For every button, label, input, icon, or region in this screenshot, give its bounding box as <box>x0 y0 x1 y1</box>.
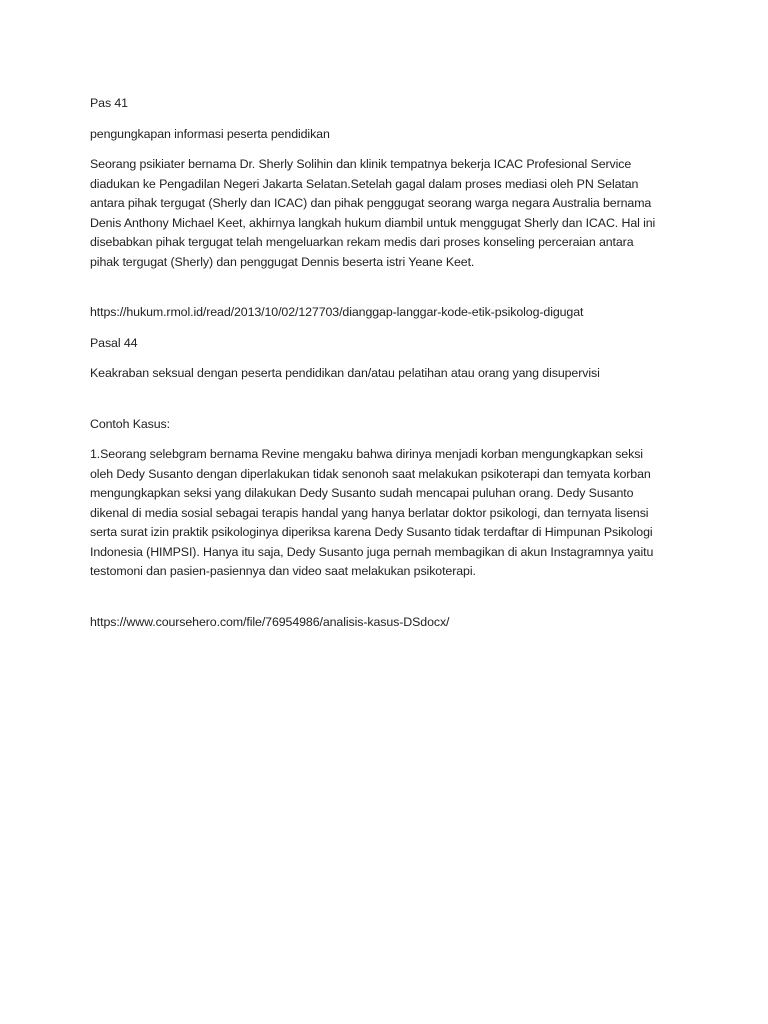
case-paragraph-2: 1.Seorang selebgram bernama Revine mengaku bahwa dirinya menjadi korban mengungkapkan seksi oleh Dedy Susanto dengan diperlakukan tidak senonoh saat melakukan psikoterapi dan temyata korban mengungkapkan seksi yang dilakukan Dedy Susanto sudah mencapai puluhan orang. Dedy Susanto dikenal di media sosial sebagai terapis handal yang hanya berlatar doktor psikologi, dan ternyata lisensi serta surat izin praktik psikologinya diperiksa karena Dedy Susanto tidak terdaftar di Himpunan Psikologi Indonesia (HIMPSI). Hanya itu saja, Dedy Susanto juga pernah membagikan di akun Instagramnya yaitu testomoni dan pasien-pasiennya dan video saat melakukan psikoterapi. <box>90 447 654 578</box>
spacer <box>90 323 680 334</box>
section-heading-pasal-44: Pasal 44 <box>90 335 138 350</box>
case-paragraph-1: Seorang psikiater bernama Dr. Sherly Solihin dan klinik tempatnya bekerja ICAC Profesional Service diadukan ke Pengadilan Negeri Jakarta Selatan.Setelah gagal dalam proses mediasi oleh PN Selatan antara pihak tergugat (Sherly dan ICAC) dan pihak penggugat seorang warga negara Australia bernama Denis Anthony Michael Keet, akhirnya langkah hukum diambil untuk menggugat Sherly dan ICAC. Hal ini disebabkan pihak tergugat telah mengeluarkan rekam medis dari proses konseling perceraian antara pihak tergugat (Sherly) dan penggugat Dennis beserta istri Yeane Keet. <box>90 157 656 269</box>
spacer <box>90 272 680 303</box>
spacer <box>90 114 680 125</box>
section-heading-pas-41: Pas 41 <box>90 96 128 110</box>
example-label: Contoh Kasus: <box>90 416 170 431</box>
spacer <box>90 144 680 155</box>
section-subheading-pengungkapan: pengungkapan informasi peserta pendidikan <box>90 126 330 141</box>
spacer <box>90 582 680 613</box>
source-link-2[interactable]: https://www.coursehero.com/file/76954986/analisis-kasus-DSdocx/ <box>90 614 450 629</box>
spacer <box>90 384 680 415</box>
document-body <box>90 94 680 632</box>
section-subheading-keakraban: Keakraban seksual dengan peserta pendidikan dan/atau pelatihan atau orang yang disupervisi <box>90 366 600 380</box>
spacer <box>90 434 680 445</box>
source-link-1[interactable]: https://hukum.rmol.id/read/2013/10/02/127703/dianggap-langgar-kode-etik-psikolog-digugat <box>90 305 584 319</box>
spacer <box>90 353 680 364</box>
